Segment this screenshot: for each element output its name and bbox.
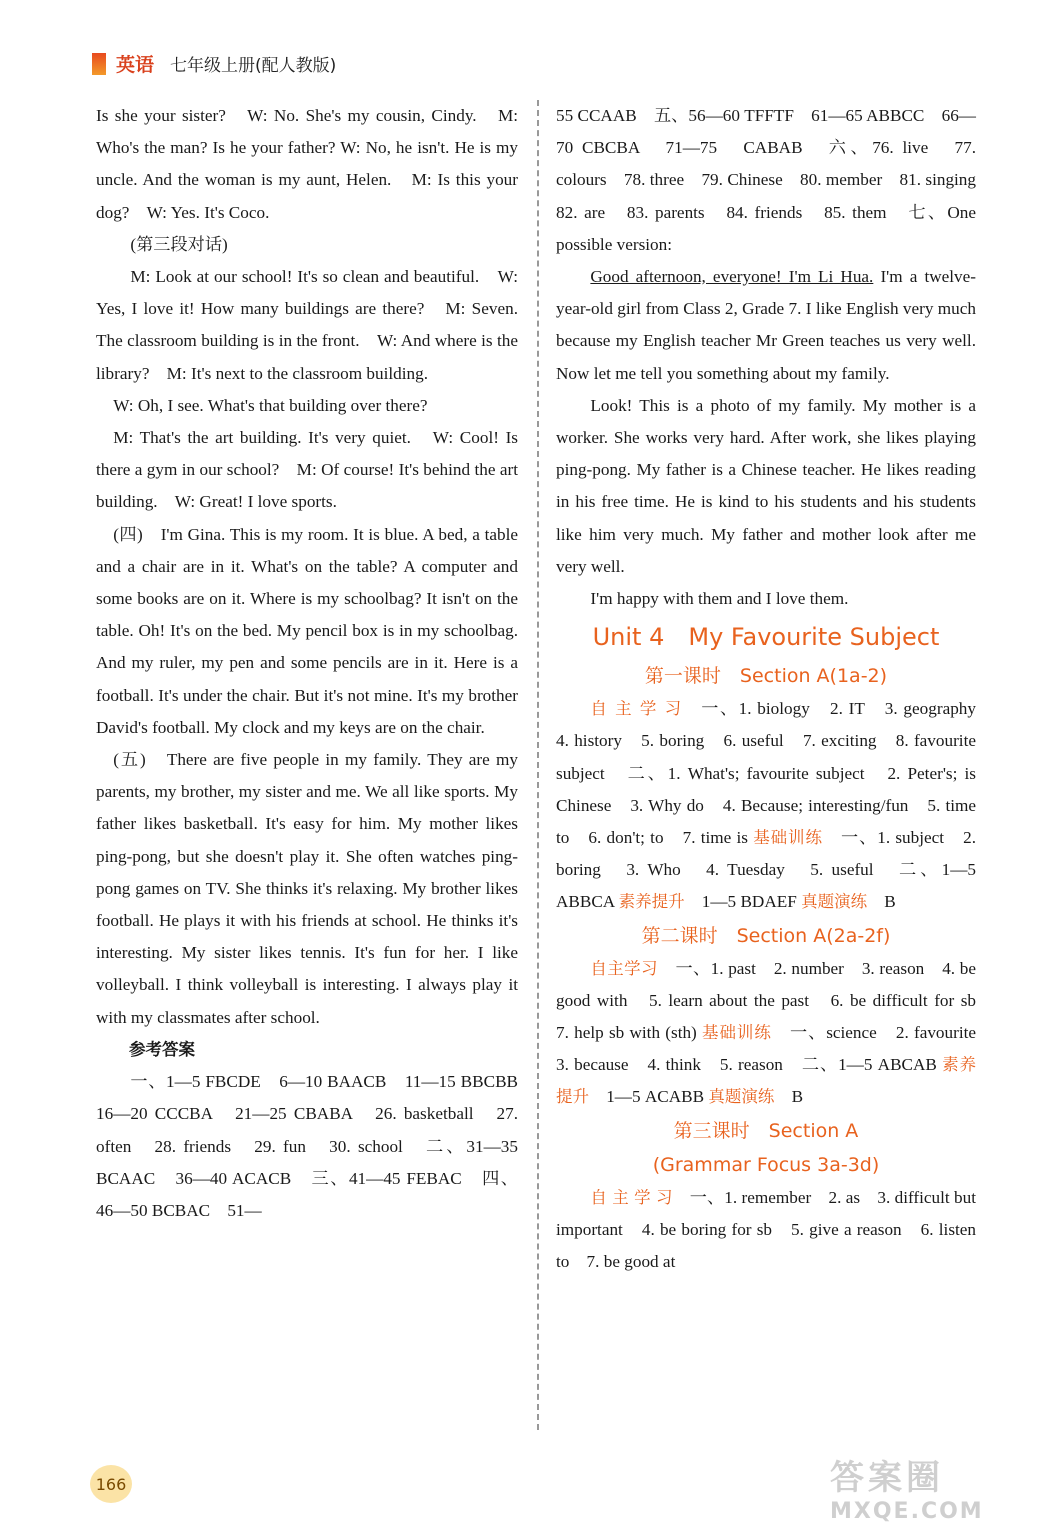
passage-four: (四) I'm Gina. This is my room. It is blue. A bed, a table and a chair are in it. What's on the table? A computer and some books are on it. Where is my schoolbag? It isn't on the table. Oh! It's on the bed. My pencil box is in my schoolbag. And my ruler, my pen and some pencils are in it. Here is a football. It's under the chair. But it's not mine. It's my brother David's football. My clock and my keys are on the chair. — [96, 524, 518, 737]
tag-basic-training: 基础训练 — [702, 1023, 772, 1043]
lesson-2-part-c: 1—5 ACABB — [589, 1087, 709, 1107]
dialogue-3-line: W: Oh, I see. What's that building over there? — [113, 395, 428, 415]
answers-text: 一、1—5 FBCDE 6—10 BAACB 11—15 BBCBB 16—20 CCCBA 21—25 CBABA 26. basketball 27. often 28. friends 29. fun 30. school 二、31—35 BCAAC 36—40 ACACB 三、41—45 FEBAC 四、46—50 BCBAC 51— — [96, 1072, 536, 1220]
dialogue-3-label: (第三段对话) — [130, 234, 228, 254]
answers-heading: 参考答案 — [129, 1039, 195, 1059]
dialogue-3-text: M: Look at our school! It's so clean and beautiful. W: Yes, I love it! How many buildings are there? M: Seven. The classroom building is in the front. W: And where is the library? M: It's next to the classroom building. — [96, 267, 518, 383]
page-header — [92, 50, 336, 77]
tag-literacy-boost: 素养提升 — [618, 892, 685, 912]
lesson-3-part-a: 一、1. remember 2. as 3. difficult but important 4. be boring for sb 5. give a reason 6. listen to 7. be good at — [556, 1187, 976, 1272]
lesson-2-part-d: B — [774, 1087, 804, 1107]
header-color-mark — [92, 53, 106, 75]
column-divider — [537, 100, 539, 1430]
tag-real-exam: 真题演练 — [801, 892, 868, 912]
essay-underlined-opening: Good afternoon, everyone! I'm Li Hua. — [590, 267, 874, 287]
lesson-2-part-a: 一、1. past 2. number 3. reason 4. be good with 5. learn about the past 6. be difficult for sb 7. help sb with (sth) — [556, 958, 994, 1043]
lesson-2-title: 第二课时 Section A(2a-2f) — [641, 924, 891, 947]
tag-self-study: 自 主 学 习 — [590, 1187, 673, 1207]
essay-paragraph-3: I'm happy with them and I love them. — [590, 589, 849, 609]
lesson-3-answers — [556, 1182, 976, 1279]
tag-self-study: 自 主 学 习 — [590, 699, 683, 719]
lesson-2-answers — [556, 953, 994, 1114]
lesson-1-part-d: B — [867, 892, 896, 912]
essay-paragraph-1 — [556, 261, 976, 390]
lesson-1-part-a: 一、1. biology 2. IT 3. geography 4. history 5. boring 6. useful 7. exciting 8. favourite subject 二、1. What's; favourite subject 2. Peter's; is Chinese 3. Why do 4. Because; interesting/fun 5. time to 6. don't; to 7. time is — [556, 699, 994, 848]
watermark-logo — [830, 1450, 1030, 1530]
left-column — [96, 100, 536, 1227]
answers-continued: 55 CCAAB 五、56—60 TFFTF 61—65 ABBCC 66—70 CBCBA 71—75 CABAB 六、76. live 77. colours 78. three 79. Chinese 80. member 81. singing 82. are 83. parents 84. friends 85. them 七、One possible version: — [556, 106, 994, 254]
header-subject: 英语 — [116, 54, 155, 76]
lesson-1-part-b: 一、1. subject 2. boring 3. Who 4. Tuesday 5. useful 二、1—5 ABBCA — [556, 828, 976, 912]
lesson-3-subtitle: (Grammar Focus 3a-3d) — [652, 1153, 880, 1176]
essay-paragraph-2: Look! This is a photo of my family. My mother is a worker. She works very hard. After work, she likes playing ping-pong. My father is a Chinese teacher. He likes reading in his free time. He is kind to his students and his students like him very much. My father and mother look after me very well. — [556, 395, 976, 576]
essay-p1-rest: I'm a twelve-year-old girl from Class 2, Grade 7. I like English very much because my English teacher Mr Green teaches us very well. Now let me tell you something about my family. — [556, 267, 976, 383]
header-grade: 七年级上册(配人教版) — [170, 56, 337, 76]
lesson-1-title: 第一课时 Section A(1a-2) — [644, 665, 888, 688]
page-number: 166 — [90, 1465, 132, 1503]
tag-real-exam: 真题演练 — [708, 1087, 775, 1107]
tag-basic-training: 基础训练 — [753, 828, 823, 848]
dialogue-part-2-end: Is she your sister? W: No. She's my cousin, Cindy. M: Who's the man? Is he your father? W: No, he isn't. He is my uncle. And the woman is my aunt, Helen. M: Is this your dog? W: Yes. It's Coco. — [96, 106, 518, 222]
tag-literacy-boost: 素养提升 — [556, 1055, 977, 1107]
lesson-1-answers — [556, 693, 994, 918]
dialogue-3-cont: M: That's the art building. It's very quiet. W: Cool! Is there a gym in our school? M: Of course! It's behind the art building. W: Great! I love sports. — [96, 428, 518, 512]
passage-five: (五) There are five people in my family. They are my parents, my brother, my sister and me. We all like sports. My father likes basketball. It's easy for him. My mother likes ping-pong, but she doesn't play it. She often watches ping-pong games on TV. She thinks it's relaxing. My brother likes football. He plays it with his friends at school. He thinks it's interesting. My sister likes tennis. It's fun for her. I like volleyball. I think volleyball is interesting. I always play it with my classmates after school. — [96, 750, 518, 1027]
lesson-1-part-c: 1—5 BDAEF — [684, 892, 802, 912]
watermark-bottom-text: MXQE.COM — [830, 1499, 984, 1524]
unit-title: Unit 4 My Favourite Subject — [592, 623, 940, 652]
lesson-2-part-b: 一、science 2. favourite 3. because 4. think 5. reason 二、1—5 ABCAB — [556, 1023, 994, 1075]
lesson-3-title: 第三课时 Section A — [673, 1119, 859, 1142]
right-column — [556, 100, 994, 1278]
watermark-top-text: 答案圈 — [830, 1458, 944, 1498]
tag-self-study: 自主学习 — [590, 958, 658, 978]
